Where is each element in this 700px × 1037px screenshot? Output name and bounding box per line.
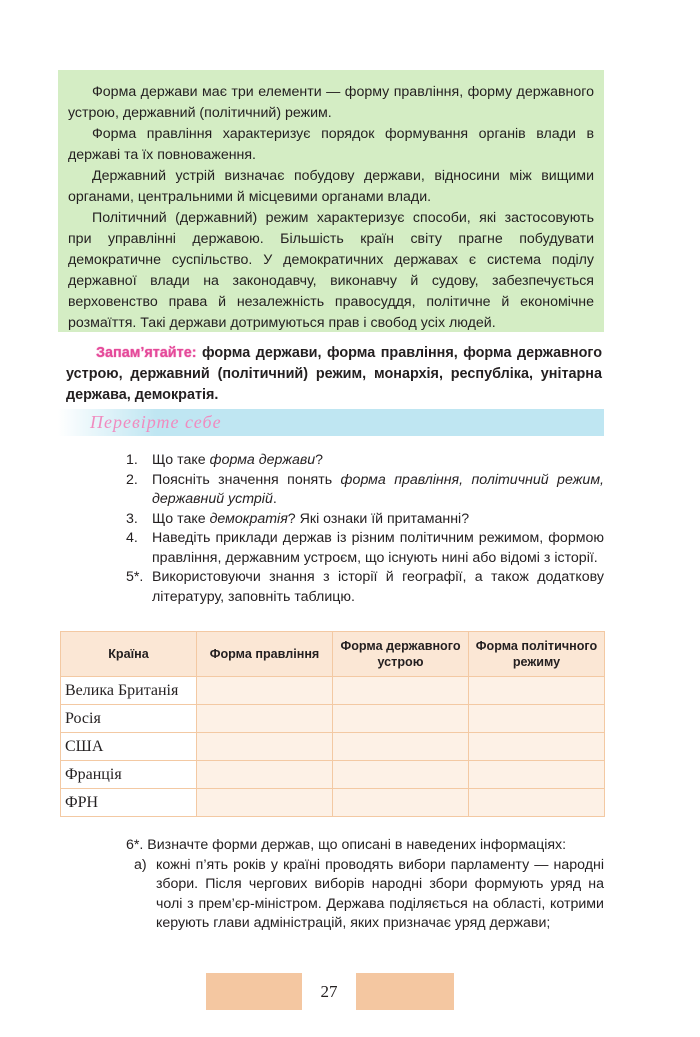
question-term: форма правління, політичний режим, державний устрій [152,471,604,507]
table-cell-empty [469,677,605,705]
table-cell-empty [469,761,605,789]
table-row [61,789,605,817]
table-cell-empty [333,733,469,761]
question-text: ? Які ознаки їй притаманні? [287,510,470,527]
summary-paragraph: Форма правління характеризує порядок формування органів влади в державі та їх повноваження. [68,126,594,163]
table-row [61,761,605,789]
question-number: 5*. [126,569,144,585]
table-cell-empty [469,705,605,733]
summary-paragraph: Державний устрій визначає побудову держави, відносини між вищими органами, центральними й місцевими органами влади. [68,168,594,205]
check-yourself-header [58,409,604,436]
question-text: Що таке [152,510,210,527]
summary-paragraph: Форма держави має три елементи — форму правління, форму державного устрою, державний (політичний) режим. [68,84,594,121]
table-cell-country: Велика Британія [61,677,197,705]
table-row [61,733,605,761]
task-6-item-letter: а) [134,856,147,873]
table-header-row [61,632,605,677]
task-6-item-a [126,856,604,934]
summary-paragraph: Політичний (державний) режим характеризує способи, які застосовують при управлінні державою. Більшість країн світу прагне побудувати демократичне суспільство. У демократичних державах є система поділу державної влади на законодавчу, виконавчу й судову, забезпечується верховенство права й незалежність правосуддя, політичне й економічне розмаїття. Такі держави дотримуються прав і свобод усіх людей. [68,210,594,331]
table-cell-country: ФРН [61,789,197,817]
question-item [126,451,604,471]
table-cell-country: Росія [61,705,197,733]
question-text: . [272,491,277,507]
remember-label: Запам’ятайте: [96,345,197,361]
remember-block [66,343,602,406]
table-cell-empty [333,677,469,705]
table-cell-empty [197,733,333,761]
table-header-state-structure: Форма державного устрою [333,632,469,677]
table-header-country: Країна [61,632,197,677]
question-number: 2. [126,471,138,488]
table-cell-empty [333,761,469,789]
table-cell-country: Франція [61,761,197,789]
remember-terms: форма держави, форма правління, форма державного устрою, державний (політичний) режим, монархія, республіка, унітарна держава, демократія. [66,345,603,403]
question-text: Наведіть приклади держав із різним політичним режимом, формою правління, державним устроєм, що існують нині або відомі з історії. [152,530,604,566]
task-6-item-text: кожні п’ять років у країні проводять вибори парламенту — народні збори. Після чергових виборів народні збори формують уряд на чолі з прем’єр-міністром. Держава поділяється на області, котрими керують глави адміністрацій, яких призначає уряд держави; [156,856,604,931]
page-number: 27 [320,982,338,1001]
table-cell-empty [469,789,605,817]
summary-box [58,70,604,332]
table-cell-empty [197,677,333,705]
table-header-government-form: Форма правління [197,632,333,677]
comparison-table [60,631,605,817]
table-cell-country: США [61,733,197,761]
question-text: Що таке [152,452,210,468]
question-text: Використовуючи знання з історії й географії, а також додаткову літературу, заповніть таблицю. [152,569,604,605]
footer-bar-right [356,973,454,1010]
table-cell-empty [333,789,469,817]
question-item [126,510,604,530]
table-header-political-regime: Форма політичного режиму [469,632,605,677]
question-number: 4. [126,530,138,546]
check-yourself-title: Перевірте себе [90,412,222,432]
table-cell-empty [333,705,469,733]
question-text: Поясніть значення понять [152,471,341,488]
questions-list [126,451,604,607]
question-number: 1. [126,452,138,468]
question-text: ? [315,452,324,468]
question-item [126,471,604,510]
table-row [61,677,605,705]
question-term: форма держави [209,452,316,468]
table-cell-empty [197,789,333,817]
table-cell-empty [197,705,333,733]
question-number: 3. [126,510,138,527]
table-row [61,705,605,733]
question-term: демократія [209,510,288,527]
footer-bar-left [206,973,302,1010]
task-6 [126,836,604,934]
table-cell-empty [469,733,605,761]
question-item [126,568,604,607]
table-cell-empty [197,761,333,789]
task-6-intro: 6*. Визначте форми держав, що описані в наведених інформаціях: [126,837,567,853]
question-item [126,529,604,568]
